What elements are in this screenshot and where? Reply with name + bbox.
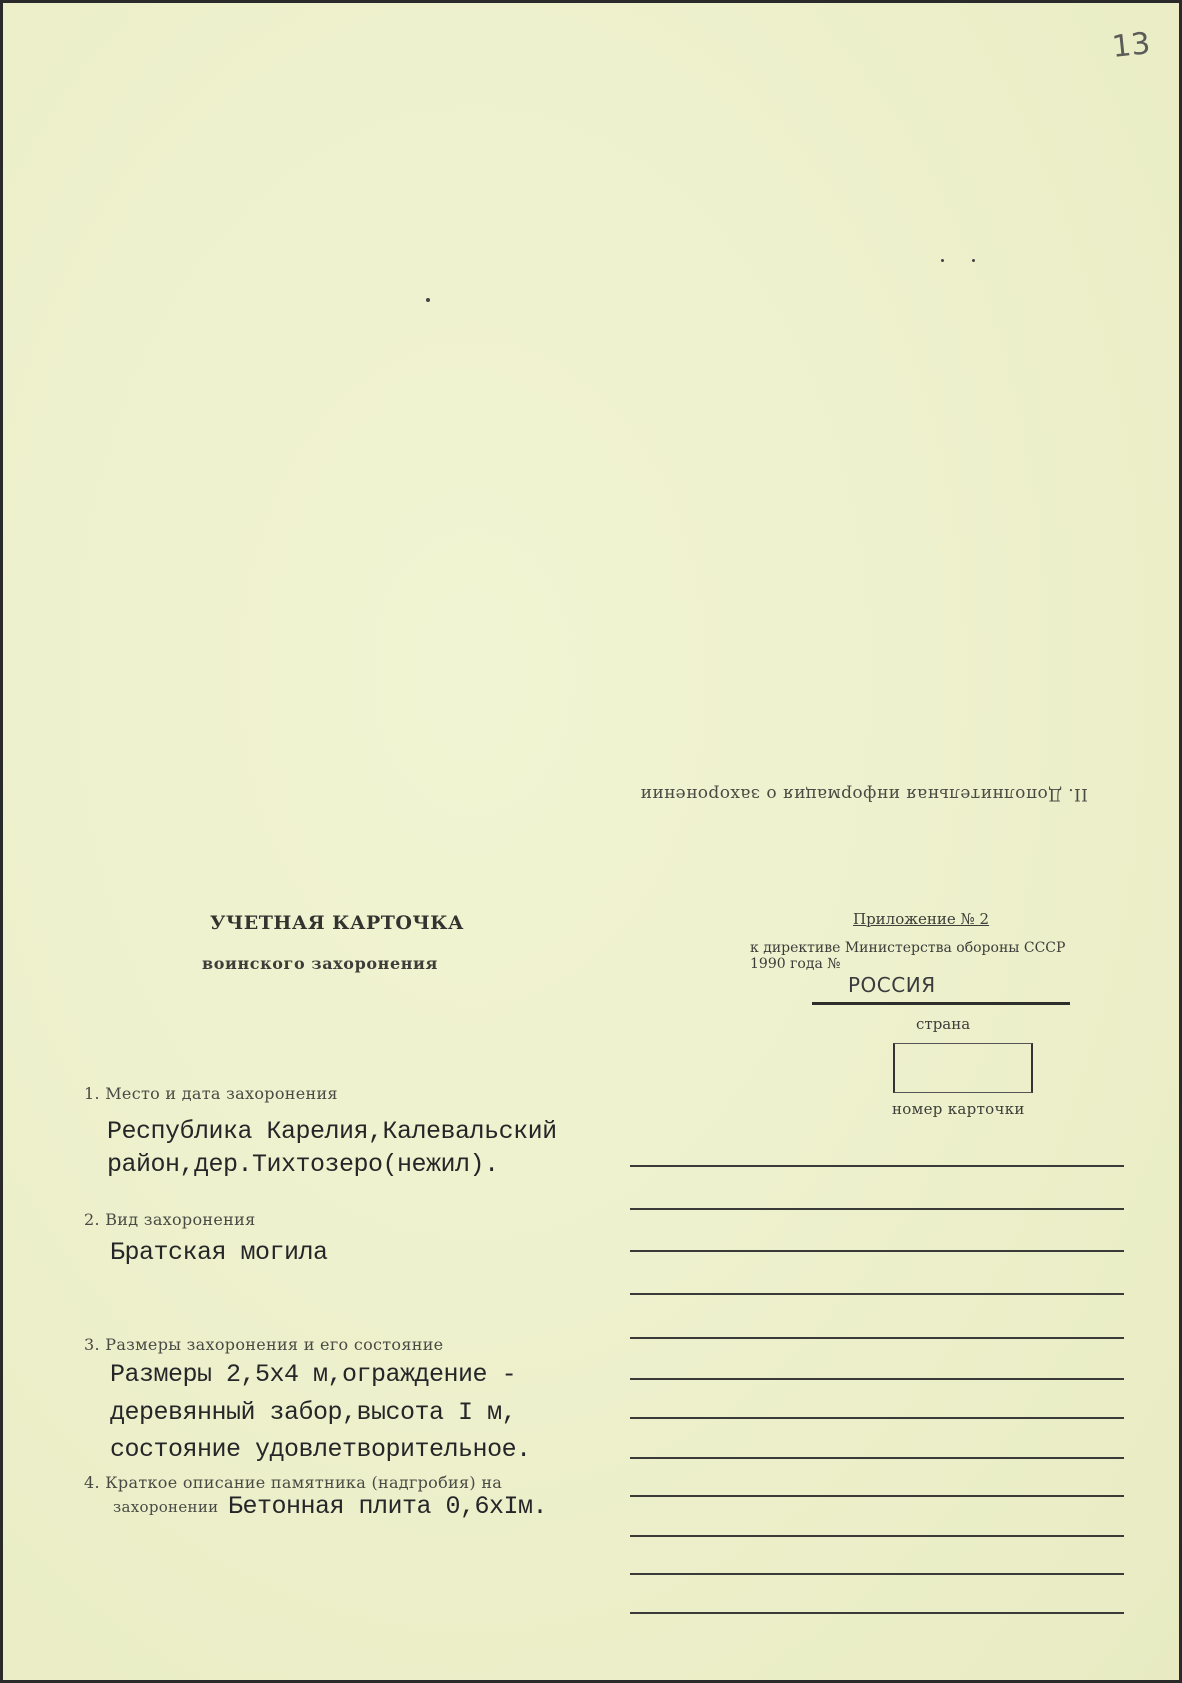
ruled-line xyxy=(630,1612,1124,1614)
monument-label: 4. Краткое описание памятника (надгробия) на xyxy=(84,1473,503,1492)
country-label: страна xyxy=(916,1015,971,1033)
place-value-line-2: район,дер.Тихтозеро(нежил). xyxy=(107,1150,499,1179)
monument-label-continued: захоронении xyxy=(113,1498,219,1516)
page-number: 13 xyxy=(1110,26,1152,65)
ruled-line xyxy=(630,1208,1124,1210)
ruled-line xyxy=(630,1457,1124,1459)
ruled-line xyxy=(630,1165,1124,1167)
section-heading-upside-down: II. Дополнительная информация о захоронении xyxy=(640,784,1088,804)
ruled-line xyxy=(630,1378,1124,1380)
ink-dot xyxy=(426,298,430,302)
size-value-line-1: Размеры 2,5х4 м,ограждение - xyxy=(110,1360,517,1389)
size-label: 3. Размеры захоронения и его состояние xyxy=(84,1335,444,1354)
size-value-line-2: деревянный забор,высота I м, xyxy=(110,1398,517,1427)
ruled-line xyxy=(630,1573,1124,1575)
ruled-line xyxy=(630,1293,1124,1295)
size-value-line-3: состояние удовлетворительное. xyxy=(110,1435,531,1464)
card-title: УЧЕТНАЯ КАРТОЧКА xyxy=(210,912,465,934)
annex-label: Приложение № 2 xyxy=(853,910,990,928)
place-value-line-1: Республика Карелия,Калевальский xyxy=(107,1117,557,1146)
directive-line-2: 1990 года № xyxy=(750,956,841,972)
kind-value: Братская могила xyxy=(110,1238,328,1267)
country-underline xyxy=(812,1002,1070,1005)
card-number-label: номер карточки xyxy=(892,1100,1025,1118)
ruled-line xyxy=(630,1417,1124,1419)
ruled-line xyxy=(630,1495,1124,1497)
ink-dot xyxy=(972,259,975,262)
ruled-line xyxy=(630,1535,1124,1537)
country-value: РОССИЯ xyxy=(848,973,936,997)
ink-dot xyxy=(941,259,944,262)
place-label: 1. Место и дата захоронения xyxy=(84,1084,338,1103)
card-number-box xyxy=(893,1043,1033,1093)
card-subtitle: воинского захоронения xyxy=(202,954,438,973)
ruled-line xyxy=(630,1250,1124,1252)
ruled-line xyxy=(630,1337,1124,1339)
kind-label: 2. Вид захоронения xyxy=(84,1210,256,1229)
monument-value: Бетонная плита 0,6хIм. xyxy=(228,1492,548,1521)
directive-line-1: к директиве Министерства обороны СССР xyxy=(750,940,1066,956)
